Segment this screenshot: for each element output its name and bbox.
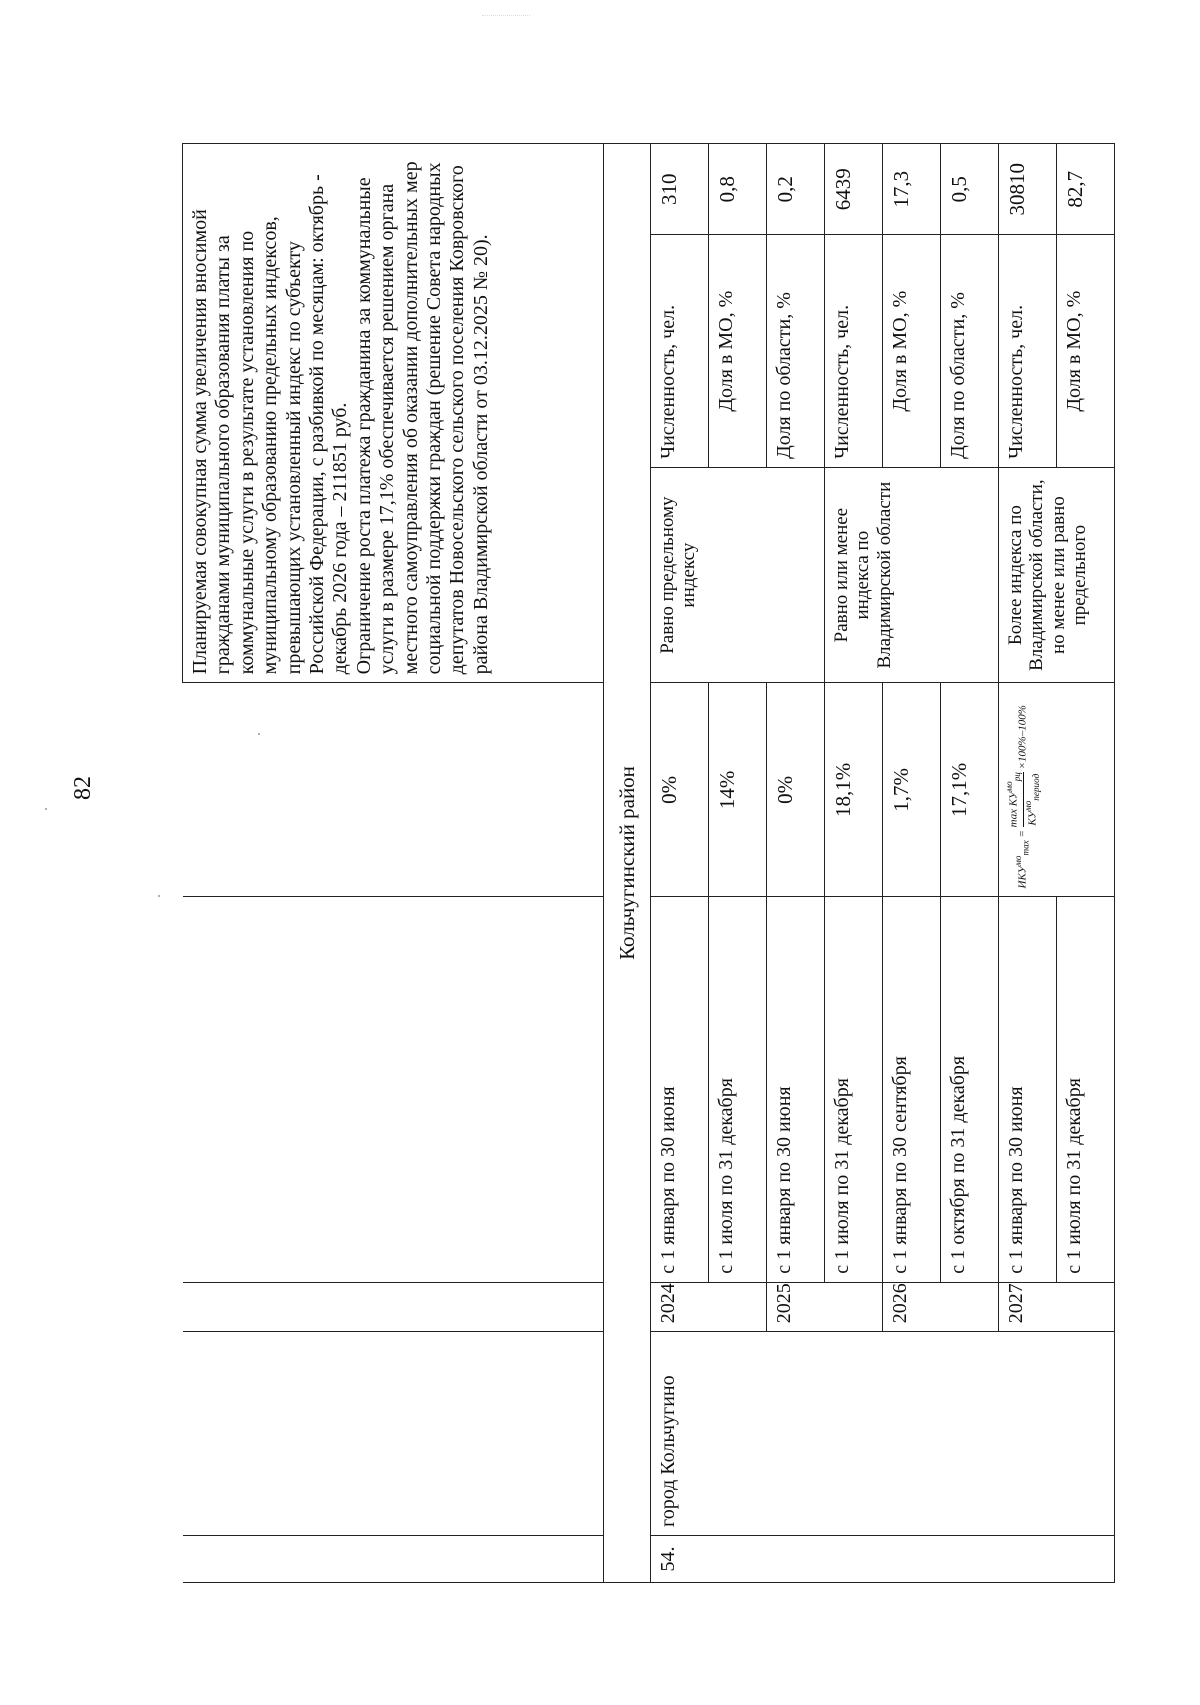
indicator-value: 0,5 — [941, 144, 999, 235]
indicator-label: Доля по области, % — [767, 235, 825, 467]
formula-lhs-sup: мо — [1012, 855, 1023, 866]
year-cell: 2027 — [999, 1282, 1115, 1332]
indicator-label: Доля по области, % — [941, 235, 999, 467]
formula-lhs: ИКУ — [1016, 865, 1029, 889]
page-number: 82 — [70, 776, 96, 800]
entry-name: город Кольчугино — [651, 1332, 1115, 1536]
indicator-label: Численность, чел. — [999, 235, 1057, 467]
percent-cell: 1,7% — [883, 683, 941, 897]
formula-tail: ×100%–100% — [1016, 705, 1029, 770]
indicator-value: 17,3 — [883, 144, 941, 235]
indicator-value: 30810 — [999, 144, 1057, 235]
period-cell: с 1 января по 30 июня — [651, 897, 709, 1282]
empty-cell — [183, 683, 604, 897]
indicator-value: 310 — [651, 144, 709, 235]
empty-cell — [183, 1282, 604, 1332]
empty-cell — [183, 897, 604, 1282]
district-name: Кольчугинский район — [604, 144, 651, 1583]
entry-number: 54. — [651, 1536, 1115, 1583]
year-cell: 2024 — [651, 1282, 767, 1332]
year-cell: 2025 — [767, 1282, 883, 1332]
table-row — [651, 144, 709, 1583]
info-paragraph: Ограничение роста платежа гражданина за коммунальные услуги в размере 17,1% обеспечивается решением органа местного самоуправления об оказании дополнительных мер социальной поддержки граждан (решение Совета народных депутатов Новосельского сельского поселения Ковровского района Владимирской области от 03.12.2025 № 20). — [352, 161, 492, 675]
indicator-label: Численность, чел. — [651, 235, 709, 467]
indicator-label: Доля в МО, % — [883, 235, 941, 467]
percent-cell: 14% — [709, 683, 767, 897]
category-cell: Равно предельному индексу — [651, 467, 825, 682]
formula-numerator: $\max КУ^{мо}_{рц}$ — [1005, 772, 1024, 827]
formula-lhs-sub: max — [1020, 840, 1031, 856]
percent-cell: 18,1% — [825, 683, 883, 897]
year-cell: 2026 — [883, 1282, 999, 1332]
district-header-row — [604, 144, 651, 1583]
category-cell: Более индекса по Владимирской области, но менее или равно предельного — [999, 467, 1115, 682]
percent-cell: 0% — [651, 683, 709, 897]
period-cell: с 1 октября по 31 декабря — [941, 897, 999, 1282]
period-cell: с 1 января по 30 июня — [767, 897, 825, 1282]
indicator-value: 0,8 — [709, 144, 767, 235]
formula-fraction — [1005, 772, 1041, 827]
info-text-cell — [183, 144, 604, 683]
indicator-value: 0,2 — [767, 144, 825, 235]
empty-cell — [183, 1536, 604, 1583]
formula-cell: $ИКУ^{мо}_{max}$ = $\max КУ^{мо}_{рц}$ $КУ^{мо}_{период}$ ×100%–100% — [999, 683, 1115, 897]
indicator-label: Доля в МО, % — [1057, 235, 1115, 467]
empty-cell — [183, 1332, 604, 1536]
formula-denominator: $КУ^{мо}_{период}$ — [1023, 773, 1041, 826]
percent-cell: 0% — [767, 683, 825, 897]
period-cell: с 1 июля по 31 декабря — [825, 897, 883, 1282]
tariff-index-table — [182, 143, 1115, 1583]
period-cell: с 1 января по 30 июня — [999, 897, 1057, 1282]
period-cell: с 1 июля по 31 декабря — [1057, 897, 1115, 1282]
previous-entry-row — [183, 144, 604, 1583]
category-cell: Равно или менее индекса по Владимирской области — [825, 467, 999, 682]
info-paragraph: Планируемая совокупная сумма увеличения вносимой гражданами муниципального образования платы за коммунальные услуги в результате установления по муниципальному образованию предельных индексов, превышающих установленный индекс по субъекту Российской Федерации, с разбивкой по месяцам: октябрь - декабрь 2026 года – 211851 руб. — [189, 174, 352, 675]
indicator-label: Численность, чел. — [825, 235, 883, 467]
percent-cell: 17,1% — [941, 683, 999, 897]
period-cell: с 1 января по 30 сентября — [883, 897, 941, 1282]
indicator-label: Доля в МО, % — [709, 235, 767, 467]
indicator-value: 82,7 — [1057, 144, 1115, 235]
indicator-value: 6439 — [825, 144, 883, 235]
period-cell: с 1 июля по 31 декабря — [709, 897, 767, 1282]
